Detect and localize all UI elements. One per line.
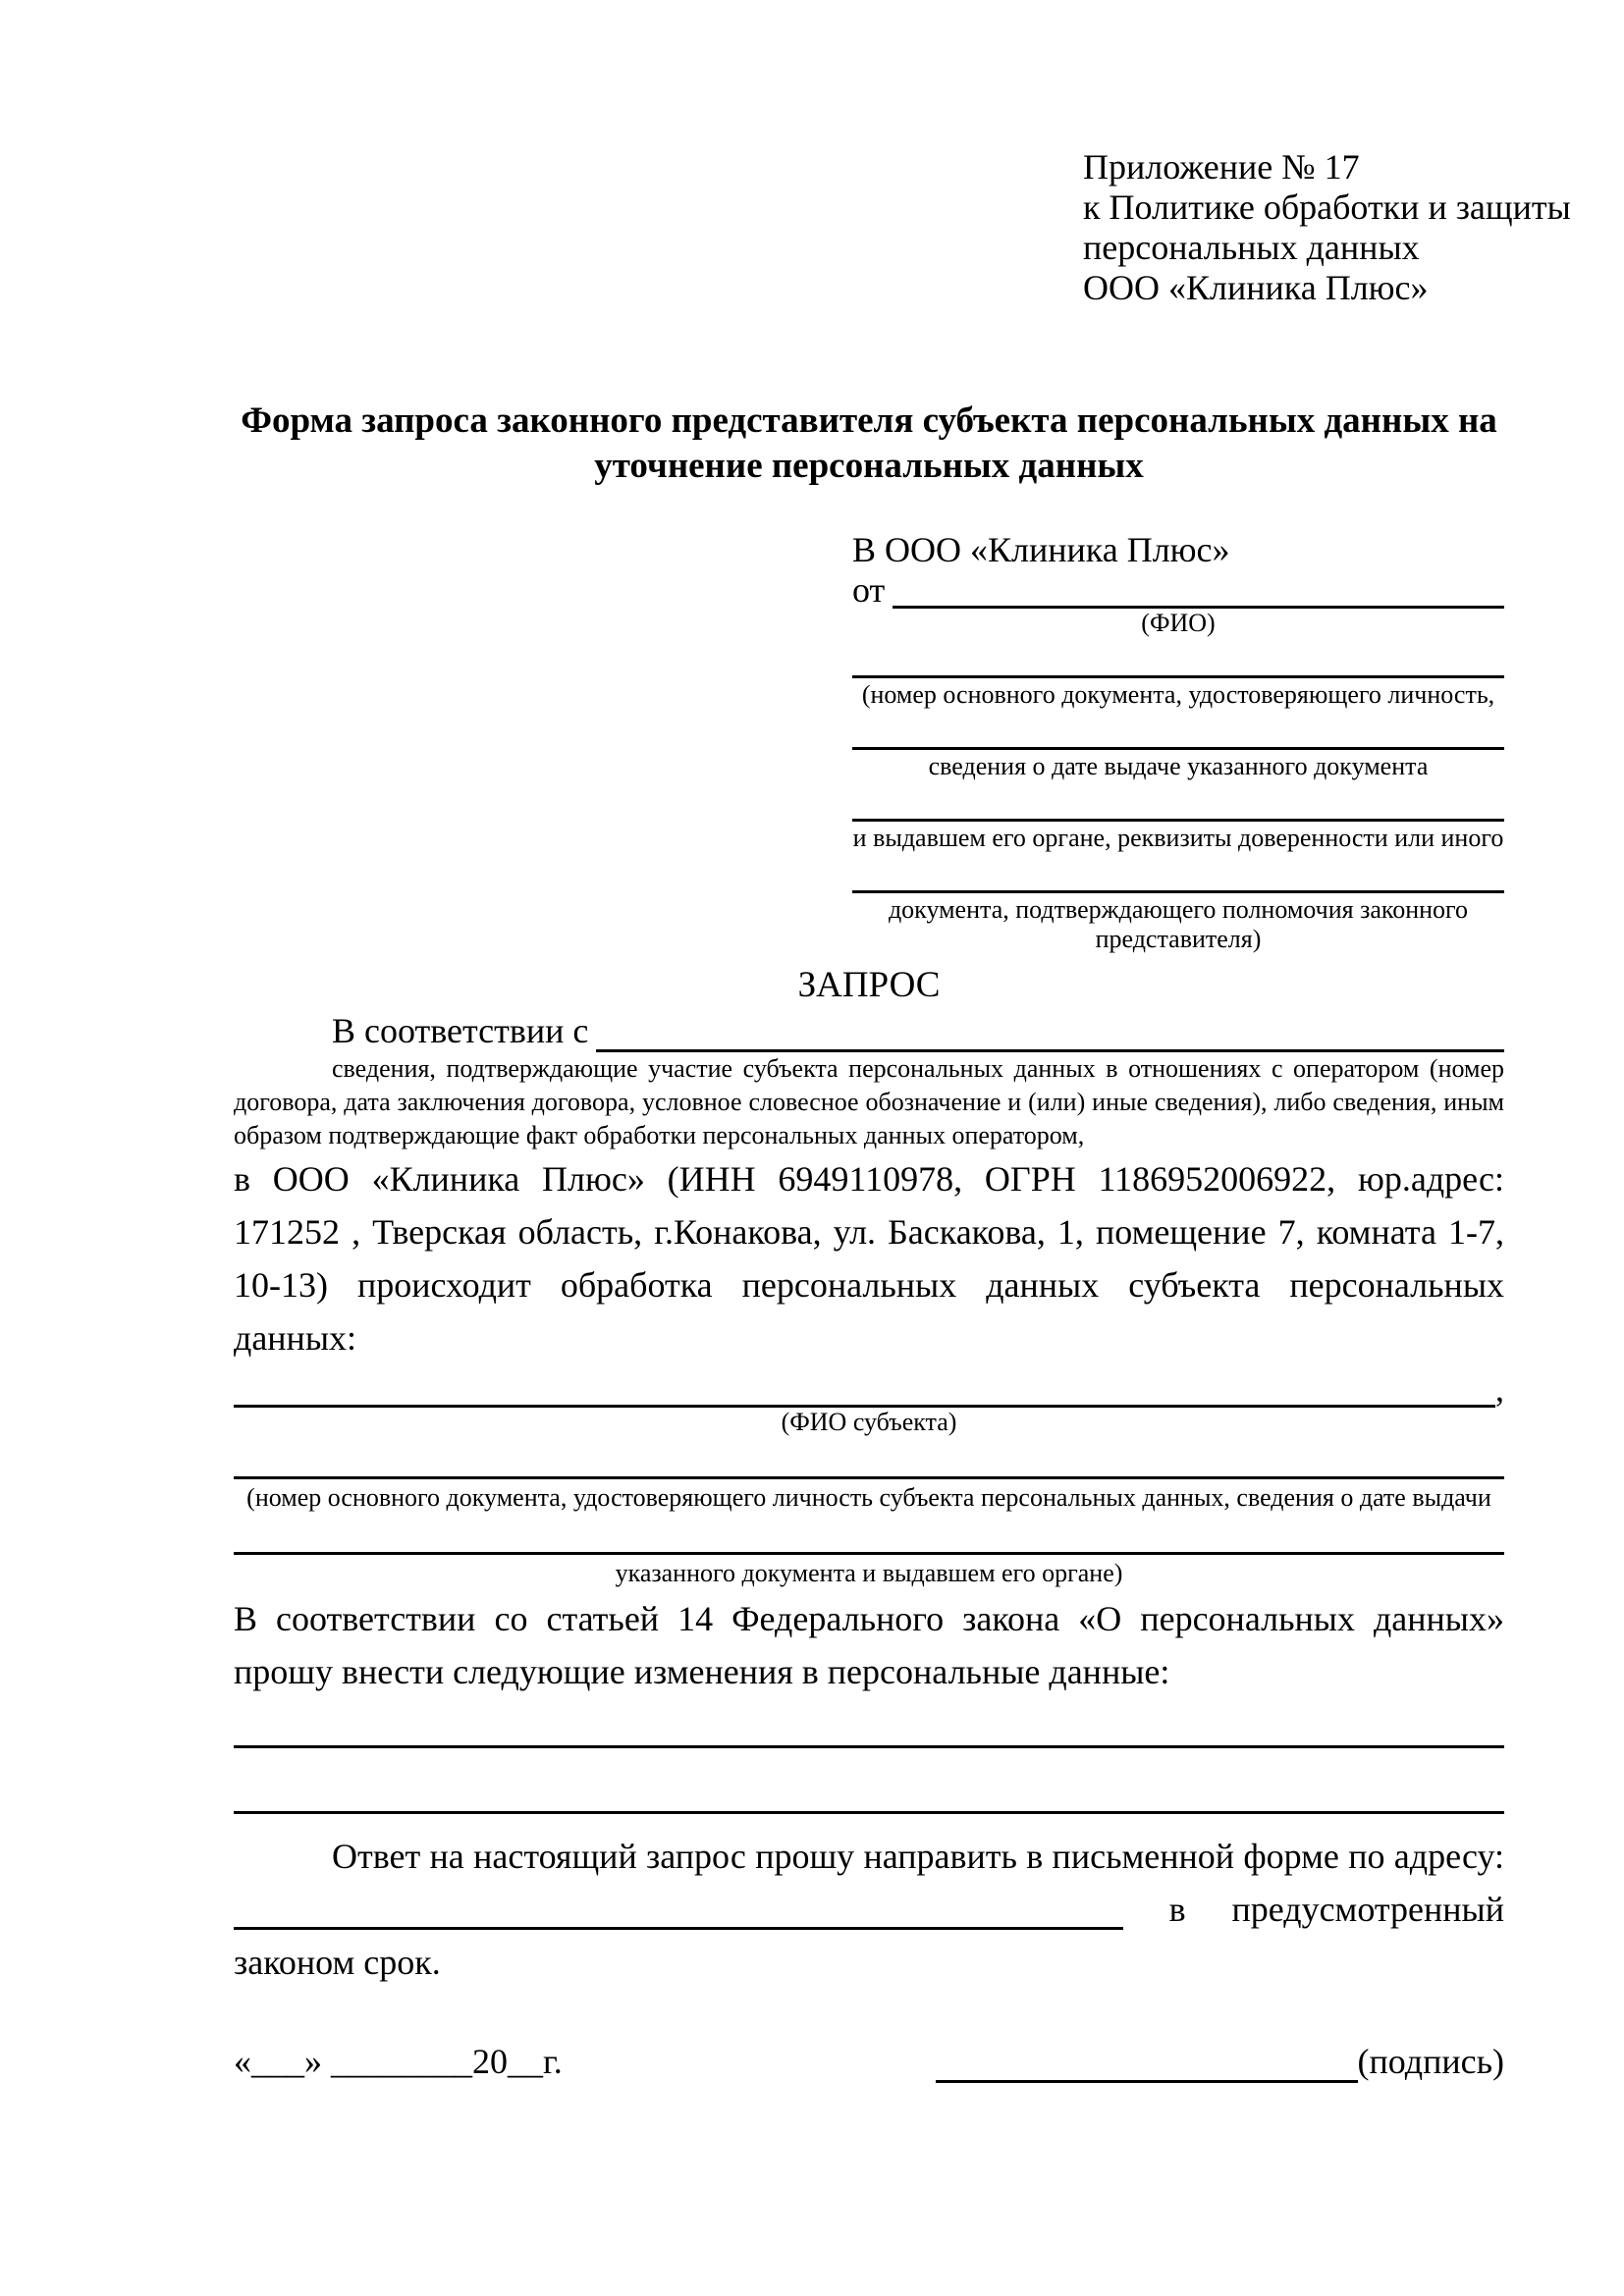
blank-line-doc-issue-date bbox=[852, 710, 1504, 750]
caption-attorney-doc: документа, подтверждающего полномочия законного представителя) bbox=[888, 895, 1469, 953]
accordance-row bbox=[234, 1009, 1504, 1052]
answer-line-1: Ответ на настоящий запрос прошу направить в письменной форме по адресу: bbox=[332, 1837, 1504, 1876]
answer-word-2: предусмотренный bbox=[1231, 1890, 1504, 1929]
form-title: Форма запроса законного представителя субъекта персональных данных на уточнение персональных данных bbox=[241, 400, 1497, 486]
caption-fio: (ФИО) bbox=[1141, 609, 1216, 637]
blank-line-attorney-doc bbox=[852, 853, 1504, 893]
caption-doc-issue-date: сведения о дате выдаче указанного документа bbox=[928, 752, 1429, 780]
footer-row bbox=[234, 2040, 1504, 2083]
signature-area bbox=[936, 2040, 1504, 2083]
appendix-line: ООО «Клиника Плюс» bbox=[1083, 268, 1429, 307]
caption-signature: (подпись) bbox=[1357, 2042, 1504, 2081]
blank-line-address bbox=[234, 1888, 1123, 1930]
accordance-label: В соответствии с bbox=[332, 1011, 589, 1050]
subject-fio-comma: , bbox=[1495, 1369, 1504, 1409]
blank-line-changes-2 bbox=[234, 1789, 1504, 1814]
appendix-line: к Политике обработки и защиты bbox=[1083, 187, 1571, 227]
answer-line-3: законом срок. bbox=[234, 1943, 441, 1982]
blank-line-doc-issuer bbox=[852, 781, 1504, 822]
document-content bbox=[234, 0, 1571, 2083]
subject-fio-row bbox=[234, 1370, 1504, 1408]
blank-line-changes-1 bbox=[234, 1724, 1504, 1748]
caption-subject-doc-2: указанного документа и выдавшем его органе) bbox=[615, 1559, 1123, 1587]
appendix-line: Приложение № 17 bbox=[1083, 147, 1360, 187]
blank-line-subject-doc-issuer bbox=[234, 1528, 1504, 1555]
from-label: от bbox=[852, 570, 886, 610]
blank-line-signature bbox=[936, 2047, 1358, 2083]
blank-line-representative-fio bbox=[893, 572, 1504, 609]
blank-line-doc-number bbox=[852, 638, 1504, 678]
appendix-note bbox=[1083, 147, 1571, 308]
blank-line-accordance bbox=[596, 1012, 1504, 1052]
answer-word-1: в bbox=[1168, 1890, 1186, 1929]
operator-paragraph: в ООО «Клиника Плюс» (ИНН 6949110978, ОГРН 1186952006922, юр.адрес: 171252 , Тверская область, г.Конакова, ул. Баскакова, 1, помещение 7, комната 1-7, 10-13) происходит обработка персональных данных субъекта персональных данных: bbox=[234, 1159, 1504, 1358]
caption-subject-doc-1: (номер основного документа, удостоверяющего личность субъекта персональных данных, сведения о дате выдачи bbox=[246, 1483, 1491, 1512]
addressee-block bbox=[852, 528, 1504, 954]
request-heading: ЗАПРОС bbox=[797, 965, 941, 1005]
law-paragraph: В соответствии со статьей 14 Федерального закона «О персональных данных» прошу внести следующие изменения в персональные данные: bbox=[234, 1599, 1504, 1691]
caption-doc-number: (номер основного документа, удостоверяющего личность, bbox=[861, 680, 1495, 709]
blank-line-subject-fio bbox=[234, 1371, 1495, 1408]
fine-print-note: сведения, подтверждающие участие субъекта персональных данных в отношениях с оператором (номер договора, дата заключения договора, условное словесное обозначение и (или) иные сведения), либо сведения, иным образом подтверждающие факт обработки персональных данных оператором, bbox=[234, 1054, 1504, 1149]
appendix-line: персональных данных bbox=[1083, 228, 1420, 267]
date-blank: «___» ________20__г. bbox=[234, 2042, 563, 2081]
blank-line-subject-doc bbox=[234, 1453, 1504, 1479]
caption-subject-fio: (ФИО субъекта) bbox=[781, 1408, 957, 1436]
caption-doc-issuer: и выдавшем его органе, реквизиты доверенности или иного bbox=[852, 824, 1504, 852]
answer-line-2 bbox=[234, 1883, 1504, 1936]
addressee-org: В ООО «Клиника Плюс» bbox=[852, 530, 1230, 569]
from-row bbox=[852, 571, 1504, 609]
